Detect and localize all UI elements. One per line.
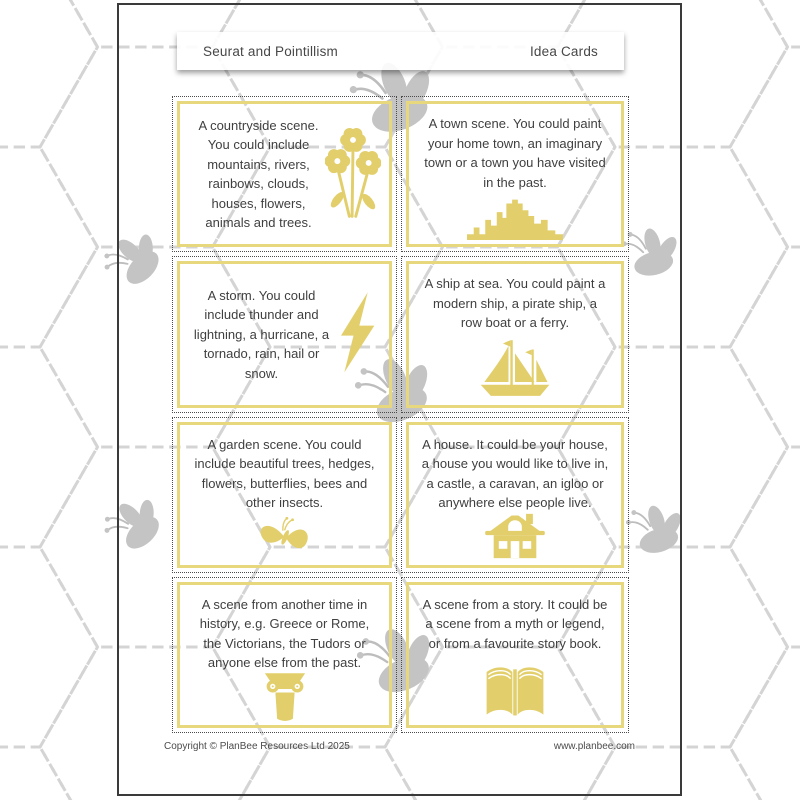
card-text: A garden scene. You could include beautiful trees, hedges, flowers, butterflies, bees and other insects. xyxy=(194,436,375,510)
card-text: A scene from another time in history, e.g. Greece or Rome, the Victorians, the Tudors or anyone else from the past. xyxy=(199,596,370,671)
website-text: www.planbee.com xyxy=(553,741,635,752)
idea-card-story xyxy=(401,577,629,733)
idea-cards-grid xyxy=(172,96,629,733)
open-book-icon xyxy=(483,664,547,719)
doc-type-label: Idea Cards xyxy=(529,43,598,59)
idea-card-countryside xyxy=(172,96,397,252)
greek-column-icon xyxy=(264,673,306,726)
flower-bouquet-icon xyxy=(325,128,381,220)
page-title: Seurat and Pointillism xyxy=(203,43,338,59)
copyright-text: Copyright © PlanBee Resources Ltd 2025 xyxy=(164,741,350,752)
idea-card-town xyxy=(401,96,629,252)
header-bar xyxy=(177,32,624,70)
butterfly-icon xyxy=(257,513,313,560)
footer xyxy=(117,741,682,752)
sailing-ship-icon xyxy=(476,339,554,399)
house-icon xyxy=(484,513,546,559)
card-text: A house. It could be your house, a house you would like to live in, a castle, a caravan, an igloo or anywhere else people live. xyxy=(421,436,609,510)
lightning-bolt-icon xyxy=(331,288,381,380)
idea-card-house xyxy=(401,417,629,573)
card-text: A countryside scene. You could include mountains, rivers, rainbows, clouds, houses, flowers, animals and trees. xyxy=(198,117,319,231)
town-skyline-icon xyxy=(467,192,563,240)
card-text: A scene from a story. It could be a scene from a myth or legend, or from a favourite story book. xyxy=(422,596,608,651)
card-text: A storm. You could include thunder and lightning, a hurricane, a tornado, rain, hail or snow. xyxy=(193,287,330,381)
card-text: A ship at sea. You could paint a modern ship, a pirate ship, a row boat or a ferry. xyxy=(424,276,606,331)
idea-card-ship xyxy=(401,256,629,412)
idea-card-history xyxy=(172,577,397,733)
idea-card-garden xyxy=(172,417,397,573)
card-text: A town scene. You could paint your home town, an imaginary town or a town you have visited in the past. xyxy=(424,116,606,190)
idea-card-storm xyxy=(172,256,397,412)
